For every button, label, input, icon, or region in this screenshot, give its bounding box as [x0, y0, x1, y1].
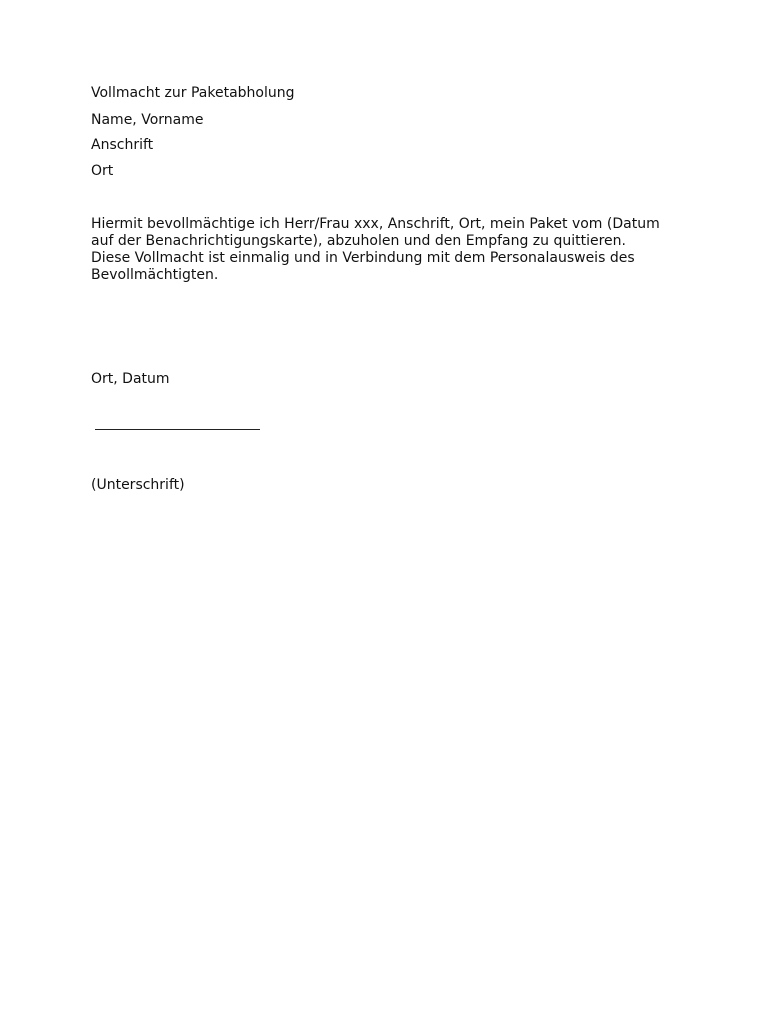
- place-date-line: Ort, Datum: [91, 371, 170, 387]
- signature-label: (Unterschrift): [91, 477, 185, 493]
- authorization-paragraph: Hiermit bevollmächtige ich Herr/Frau xxx, Anschrift, Ort, mein Paket vom (Datum auf der Benachrichtigungskarte), abzuholen und den Empfang zu quittieren. Diese Vollmacht ist einmalig und in Verbindung mit dem Personalausweis des Bevollmächtigten.: [91, 216, 660, 283]
- signature-line: [95, 429, 260, 430]
- name-line: Name, Vorname: [91, 112, 204, 128]
- document-title: Vollmacht zur Paketabholung: [91, 85, 295, 101]
- city-line: Ort: [91, 163, 114, 179]
- address-line: Anschrift: [91, 137, 154, 153]
